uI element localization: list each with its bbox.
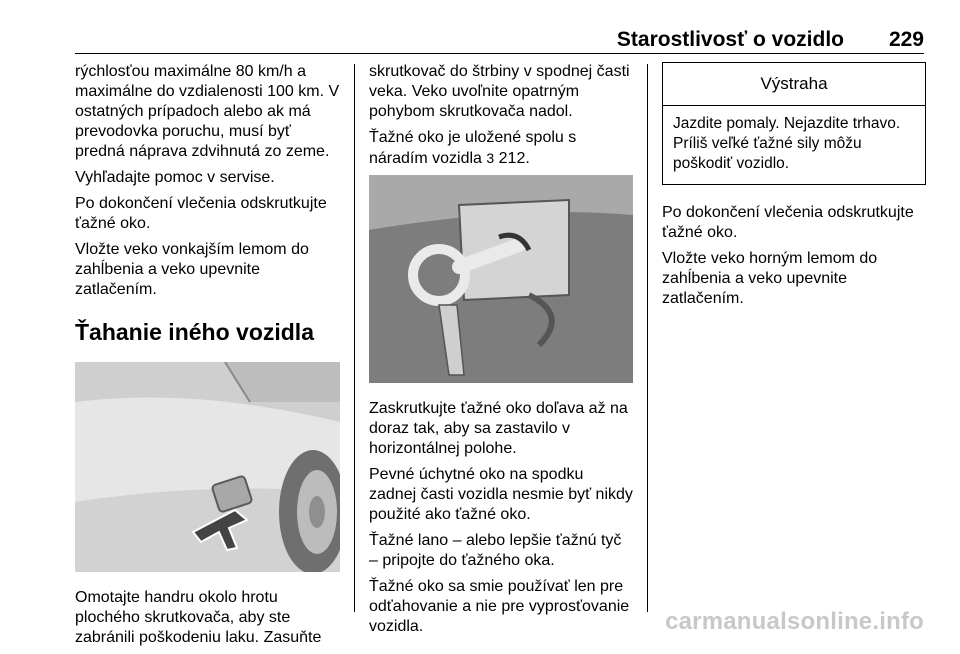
- warning-text: Jazdite pomaly. Nejazdite trhavo. Príliš veľké ťažné sily môžu poškodiť vozidlo.: [673, 115, 901, 172]
- column-divider-1: [354, 64, 355, 612]
- page-header-title: Starostlivosť o vozidlo: [616, 28, 844, 51]
- watermark: carmanualsonline.info: [665, 608, 924, 635]
- page-number: 229: [888, 28, 924, 51]
- column-1: [75, 62, 340, 654]
- paragraph: Po dokončení vlečenia odskrutkujte ťažné oko.: [75, 195, 327, 232]
- column-2: [369, 62, 633, 643]
- paragraph-text: Ťažné oko je uložené spolu s náradím vozidla: [369, 129, 577, 167]
- paragraph: Pevné úchytné oko na spodku zadnej časti vozidla nesmie byť nikdy použité ako ťažné oko.: [369, 466, 633, 523]
- paragraph: Ťažné oko sa smie používať len pre odťahovanie a nie pre vyprosťovanie vozidla.: [369, 578, 630, 635]
- page-reference-icon: 3: [486, 150, 495, 166]
- section-heading: Ťahanie iného vozidla: [75, 319, 314, 345]
- paragraph: Vložte veko horným lemom do zahĺbenia a veko upevnite zatlačením.: [662, 250, 878, 307]
- paragraph: Vložte veko vonkajším lemom do zahĺbenia a veko upevnite zatlačením.: [75, 241, 309, 298]
- paragraph: Ťažné lano – alebo lepšie ťažnú tyč – pripojte do ťažného oka.: [369, 532, 622, 569]
- towing-eye-illustration: [369, 175, 633, 383]
- paragraph: [369, 128, 633, 169]
- paragraph: Zaskrutkujte ťažné oko doľava až na doraz tak, aby sa zastavilo v horizontálnej polohe.: [369, 400, 628, 457]
- warning-title: Výstraha: [663, 63, 925, 106]
- paragraph: skrutkovač do štrbiny v spodnej časti veka. Veko uvoľnite opatrným pohybom skrutkovača nadol.: [369, 63, 630, 120]
- header-rule: [75, 53, 924, 54]
- page-reference[interactable]: 212.: [498, 150, 530, 167]
- rear-bumper-cover-illustration: [75, 362, 340, 572]
- paragraph: Po dokončení vlečenia odskrutkujte ťažné oko.: [662, 204, 914, 241]
- paragraph: rýchlosťou maximálne 80 km/h a maximálne do vzdialenosti 100 km. V ostatných prípadoch alebo ak má prevodovka poruchu, musí byť predná náprava zdvihnutá zo zeme.: [75, 63, 340, 160]
- warning-box: [662, 62, 926, 185]
- column-divider-2: [647, 64, 648, 612]
- paragraph: Omotajte handru okolo hrotu plochého skrutkovača, aby ste zabránili poškodeniu laku. Zasuňte: [75, 589, 322, 646]
- paragraph: Vyhľadajte pomoc v servise.: [75, 169, 275, 186]
- column-3: [662, 62, 926, 315]
